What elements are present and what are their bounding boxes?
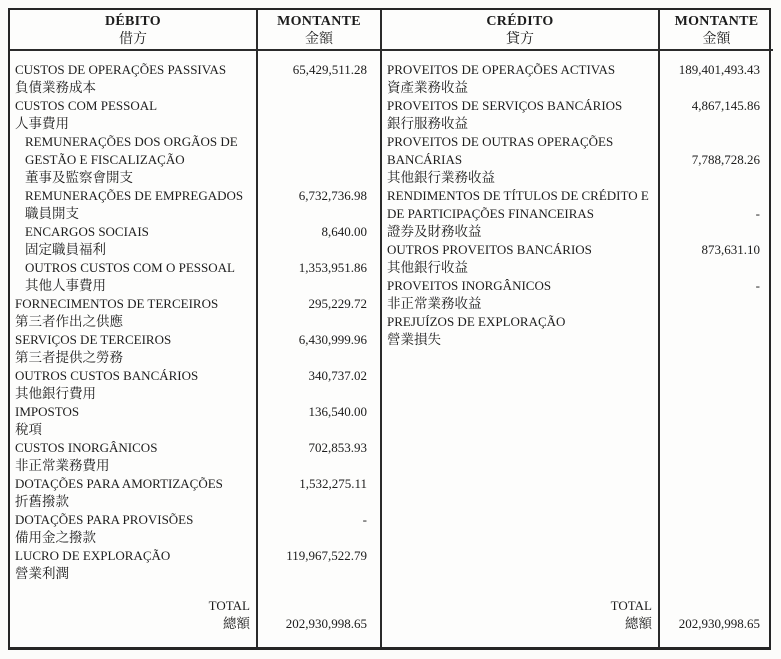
- credit-item-label-pt: DE PARTICIPAÇÕES FINANCEIRAS: [387, 206, 595, 221]
- credit-item-amount: [660, 133, 773, 151]
- debit-item-label-pt: REMUNERAÇÕES DE EMPREGADOS: [25, 188, 244, 203]
- debit-total: [10, 597, 256, 633]
- credit-item-amount: [660, 313, 773, 331]
- credit-item-amount: 189,401,493.43: [678, 62, 760, 77]
- credit-item-label-zh: 營業損失: [387, 332, 441, 347]
- debit-item-amount: 6,732,736.98: [298, 188, 367, 203]
- debit-total-label-zh: 總額: [223, 616, 250, 631]
- credit-item-amount: -: [755, 206, 760, 221]
- credit-total-label-zh: 總額: [625, 616, 652, 631]
- credit-amounts-column: [658, 51, 773, 647]
- debit-item-label-zh: 職員開支: [25, 206, 79, 221]
- profit-loss-table: [8, 8, 771, 650]
- debit-item-amount: [258, 169, 380, 187]
- credit-item-label-zh: 其他銀行業務收益: [387, 170, 495, 185]
- header-debit-label-zh: 借方: [119, 32, 147, 47]
- credit-item-amount: 4,867,145.86: [691, 98, 760, 113]
- debit-item-amount: [258, 133, 380, 151]
- debit-item-label-pt: ENCARGOS SOCIAIS: [25, 224, 149, 239]
- credit-total-label: TOTAL: [610, 598, 652, 613]
- credit-total-amount: 202,930,998.65: [678, 616, 760, 631]
- debit-item-label-zh: 備用金之撥款: [15, 530, 96, 545]
- debit-item-label-pt: OUTROS CUSTOS COM O PESSOAL: [25, 260, 235, 275]
- credit-item-label-zh: 資產業務收益: [387, 80, 468, 95]
- debit-item-label-zh: 稅項: [15, 422, 42, 437]
- credit-item-amount: [660, 79, 773, 97]
- debit-item-amount: 119,967,522.79: [286, 548, 367, 563]
- debit-item-label-zh: 固定職員福利: [25, 242, 106, 257]
- credit-item-label-zh: 銀行服務收益: [387, 116, 468, 131]
- debit-item-label-pt: CUSTOS DE OPERAÇÕES PASSIVAS: [15, 62, 227, 77]
- debit-item-amount: [258, 277, 380, 295]
- debit-item-amount: 136,540.00: [308, 404, 367, 419]
- debit-item-amount: 702,853.93: [308, 440, 367, 455]
- debit-item-amount: [258, 241, 380, 259]
- debit-item-label-zh: 第三者提供之勞務: [15, 350, 123, 365]
- credit-item-label-pt: RENDIMENTOS DE TÍTULOS DE CRÉDITO E: [387, 188, 649, 203]
- debit-total-amount-block: [258, 615, 380, 633]
- debit-amounts-column: [256, 51, 380, 647]
- debit-total-amount: 202,930,998.65: [285, 616, 367, 631]
- credit-item-label-zh: 非正常業務收益: [387, 296, 482, 311]
- debit-item-label-zh: 營業利潤: [15, 566, 69, 581]
- credit-item-label-pt: PROVEITOS DE OPERAÇÕES ACTIVAS: [387, 62, 616, 77]
- header-credit-amount: [658, 10, 773, 51]
- debit-item-label-pt: IMPOSTOS: [15, 404, 80, 419]
- debit-item-amount: [258, 493, 380, 511]
- debit-item-amount: -: [362, 512, 367, 527]
- debit-item-label-pt: DOTAÇÕES PARA AMORTIZAÇÕES: [15, 476, 223, 491]
- debit-item-label-pt: DOTAÇÕES PARA PROVISÕES: [15, 512, 194, 527]
- header-debit-amount: [256, 10, 380, 51]
- debit-item-label-zh: 董事及監察會開支: [25, 170, 133, 185]
- debit-item-amount: 6,430,999.96: [298, 332, 367, 347]
- debit-item-label-zh: 非正常業務費用: [15, 458, 110, 473]
- debit-item-label-zh: 其他人事費用: [25, 278, 106, 293]
- debit-item-label-zh: 第三者作出之供應: [15, 314, 123, 329]
- debit-item-label-pt: REMUNERAÇÕES DOS ORGÃOS DE: [25, 134, 238, 149]
- debit-item-amount: [258, 421, 380, 439]
- debit-item-amount: [258, 151, 380, 169]
- debit-item-label-pt: FORNECIMENTOS DE TERCEIROS: [15, 296, 219, 311]
- header-debit-amount-label-zh: 金額: [305, 32, 333, 47]
- credit-item-label-pt: PROVEITOS DE OUTRAS OPERAÇÕES: [387, 134, 614, 149]
- credit-item-label-pt: BANCÁRIAS: [387, 152, 463, 167]
- credit-item-amount: [660, 295, 773, 313]
- credit-item-label-pt: PROVEITOS DE SERVIÇOS BANCÁRIOS: [387, 98, 623, 113]
- debit-item-label-pt: LUCRO DE EXPLORAÇÃO: [15, 548, 171, 563]
- debit-item-label-zh: 負債業務成本: [15, 80, 96, 95]
- header-credit: [380, 10, 658, 51]
- debit-item-amount: [258, 349, 380, 367]
- debit-item-label-pt: CUSTOS INORGÂNICOS: [15, 440, 158, 455]
- credit-item-amount: [660, 223, 773, 241]
- debit-item-amount: 340,737.02: [308, 368, 367, 383]
- debit-item-amount: 8,640.00: [321, 224, 367, 239]
- debit-item-label-zh: 人事費用: [15, 116, 69, 131]
- debit-item-amount: [258, 115, 380, 133]
- debit-total-label: TOTAL: [208, 598, 250, 613]
- debit-item-label-zh: 折舊撥款: [15, 494, 69, 509]
- credit-item-label-pt: PROVEITOS INORGÂNICOS: [387, 278, 552, 293]
- debit-item-label-zh: 其他銀行費用: [15, 386, 96, 401]
- debit-item-amount: 65,429,511.28: [292, 62, 367, 77]
- debit-item-amount: [258, 205, 380, 223]
- credit-item-label-pt: OUTROS PROVEITOS BANCÁRIOS: [387, 242, 592, 257]
- debit-item-amount: [258, 529, 380, 547]
- credit-items-column: [380, 51, 658, 647]
- debit-item-amount: 295,229.72: [308, 296, 367, 311]
- debit-item-amount: 1,353,951.86: [298, 260, 367, 275]
- debit-item-amount: [258, 313, 380, 331]
- credit-total-amount-block: [660, 615, 773, 633]
- credit-item-label-zh: 證券及財務收益: [387, 224, 482, 239]
- debit-item-label-pt: CUSTOS COM PESSOAL: [15, 98, 158, 113]
- header-debit-amount-label: MONTANTE: [277, 14, 361, 29]
- debit-item-amount: 1,532,275.11: [299, 476, 367, 491]
- debit-items-column: [10, 51, 256, 647]
- credit-item-amount: 873,631.10: [701, 242, 760, 257]
- credit-item-amount: [660, 169, 773, 187]
- debit-item-amount: [258, 97, 380, 115]
- debit-item-label-pt: GESTÃO E FISCALIZAÇÃO: [25, 152, 185, 167]
- header-credit-label-zh: 貸方: [506, 32, 534, 47]
- debit-item-amount: [258, 457, 380, 475]
- header-credit-amount-label: MONTANTE: [674, 14, 759, 29]
- header-debit: [10, 10, 256, 51]
- credit-item-label-pt: PREJUÍZOS DE EXPLORAÇÃO: [387, 314, 566, 329]
- credit-item-amount: 7,788,728.26: [691, 152, 760, 167]
- credit-total: [382, 597, 658, 633]
- debit-item-amount: [258, 565, 380, 583]
- credit-item-label-zh: 其他銀行收益: [387, 260, 468, 275]
- header-credit-label: CRÉDITO: [486, 14, 554, 29]
- debit-item-label-pt: SERVIÇOS DE TERCEIROS: [15, 332, 172, 347]
- debit-item-label-pt: OUTROS CUSTOS BANCÁRIOS: [15, 368, 199, 383]
- credit-item-amount: [660, 115, 773, 133]
- debit-item-amount: [258, 79, 380, 97]
- credit-item-amount: [660, 187, 773, 205]
- debit-item-amount: [258, 385, 380, 403]
- header-credit-amount-label-zh: 金額: [702, 32, 731, 47]
- credit-item-amount: [660, 331, 773, 349]
- header-debit-label: DÉBITO: [104, 14, 161, 29]
- credit-item-amount: -: [755, 278, 760, 293]
- credit-item-amount: [660, 259, 773, 277]
